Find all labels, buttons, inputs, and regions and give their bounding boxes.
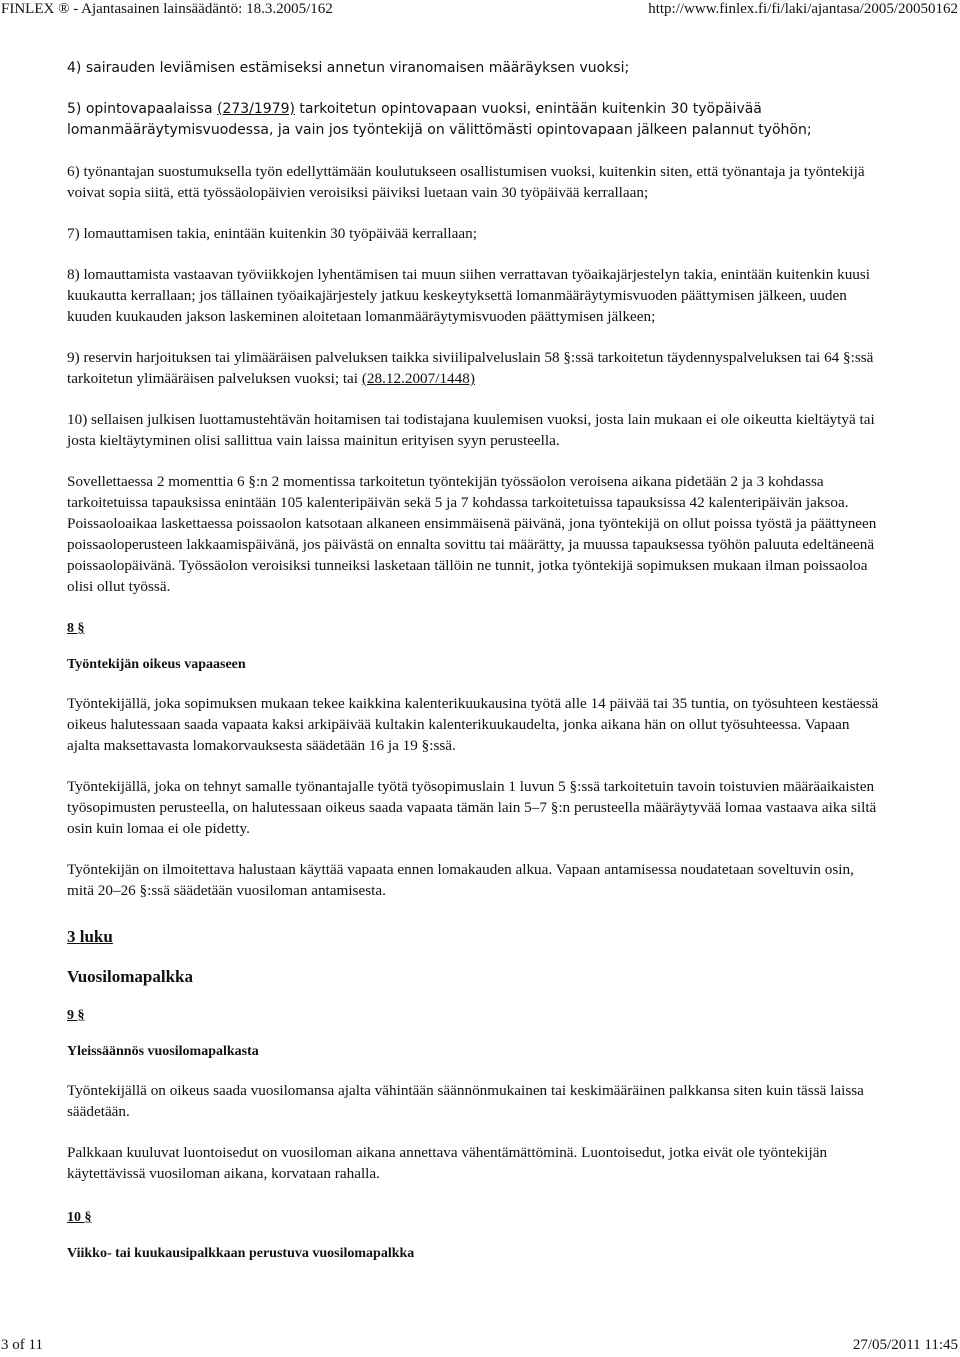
header-url: http://www.finlex.fi/fi/laki/ajantasa/2005/20050162 — [648, 1, 958, 17]
chapter-3-title: Vuosilomapalkka — [67, 967, 193, 986]
list-item-4: 4) sairauden leviämisen estämiseksi annetun viranomaisen määräyksen vuoksi; — [67, 60, 630, 76]
section-8-number[interactable]: 8 § — [67, 621, 85, 636]
document-body — [67, 58, 882, 1282]
section-10-title: Viikko- tai kuukausipalkkaan perustuva vuosilomapalkka — [67, 1246, 415, 1261]
paragraph-sovellettaessa: Sovellettaessa 2 momenttia 6 §:n 2 momentissa tarkoitetun työntekijän työssäolon veroisena aikana pidetään 2 ja 3 kohdassa tarkoitetuissa tapauksissa enintään 105 kalenteripäivän sekä 5 ja 7 kohdassa tarkoitetuissa tapauksissa 42 kalenteripäivän jaksoa. Poissaoloaikaa laskettaessa poissaolon katsotaan alkaneen ensimmäisenä päivänä, jona työntekijä on ollut poissa työstä ja päättyneen poissaoloperusteen lakkaamispäivänä, jos päivästä on ennalta sovittu tai määrätty, ja muussa tapauksessa työhön paluuta edeltäneenä poissaolopäivänä. Työssäolon veroisiksi tunneiksi lasketaan tällöin ne tunnit, jotka työntekijä sopimuksen mukaan ilman poissaoloa olisi ollut työssä. — [67, 473, 877, 595]
law-reference-link[interactable]: (273/1979) — [216, 101, 295, 117]
amendment-link[interactable]: (28.12.2007/1448) — [361, 370, 475, 387]
section-9-number[interactable]: 9 § — [67, 1008, 85, 1023]
section-9-title: Yleissäännös vuosilomapalkasta — [67, 1044, 259, 1059]
section-8-title: Työntekijän oikeus vapaaseen — [67, 657, 246, 672]
list-item-5: 5) opintovapaalaissa (273/1979) tarkoitetun opintovapaan vuoksi, enintään kuitenkin 30 työpäivää lomanmääräytymisvuodessa, ja vain jos työntekijä on välittömästi opintovapaan jälkeen palannut työhön; — [67, 101, 812, 138]
list-item-7: 7) lomauttamisen takia, enintään kuitenkin 30 työpäivää kerrallaan; — [67, 225, 477, 242]
section-8-paragraph-3: Työntekijän on ilmoitettava halustaan käyttää vapaata ennen lomakauden alkua. Vapaan antamisessa noudatetaan soveltuvin osin, mitä 20–26 §:ssä säädetään vuosiloman antamisesta. — [67, 861, 854, 899]
list-item-10: 10) sellaisen julkisen luottamustehtävän hoitamisen tai todistajana kuulemisen vuoksi, josta lain mukaan ei ole oikeutta kieltäytyä tai josta kieltäytyminen olisi sallittua vain laissa mainitun erityisen syyn perusteella. — [67, 411, 875, 449]
section-8-paragraph-1: Työntekijällä, joka sopimuksen mukaan tekee kaikkina kalenterikuukausina työtä alle 14 päivää tai 35 tuntia, on työsuhteen kestäessä oikeus halutessaan saada vapaata kaksi arkipäivää kultakin kalenterikuukaudelta, jonka aikana hän on ollut työsuhteessa. Vapaan ajalta maksettavasta lomakorvauksesta säädetään 16 ja 19 §:ssä. — [67, 695, 879, 754]
section-9-paragraph-2: Palkkaan kuuluvat luontoisedut on vuosiloman aikana annettava vähentämättöminä. Luontoisedut, jotka eivät ole työntekijän käytettävissä vuosiloman aikana, korvataan rahalla. — [67, 1144, 828, 1182]
section-9-paragraph-1: Työntekijällä on oikeus saada vuosilomansa ajalta vähintään säännönmukainen tai keskimääräinen palkkansa siten kuin tässä laissa säädetään. — [67, 1082, 864, 1120]
footer-page-count: 3 of 11 — [1, 1337, 43, 1353]
footer-timestamp: 27/05/2011 11:45 — [852, 1337, 958, 1353]
list-item-8: 8) lomauttamista vastaavan työviikkojen lyhentämisen tai muun siihen verrattavan työaikajärjestelyn takia, enintään kuitenkin kuusi kuukautta kerrallaan; jos tällainen työaikajärjestely jatkuu keskeytyksettä lomanmääräytymisvuoden päättymisen jälkeen, uuden kuuden kuukauden jakson laskeminen aloitetaan lomanmääräytymisvuoden päättymisen jälkeen; — [67, 266, 871, 325]
chapter-3-number[interactable]: 3 luku — [67, 927, 113, 946]
header-page-title: FINLEX ® - Ajantasainen lainsäädäntö: 18.3.2005/162 — [1, 1, 333, 17]
section-10-number[interactable]: 10 § — [67, 1210, 92, 1225]
list-item-9: 9) reservin harjoituksen tai ylimääräisen palveluksen taikka siviilipalveluslain 58 §:ssä tarkoitetun täydennyspalveluksen tai 64 §:ssä tarkoitetun ylimääräisen palveluksen vuoksi; tai (28.12.2007/1448) — [67, 349, 874, 387]
print-header — [0, 0, 960, 18]
list-item-6: 6) työnantajan suostumuksella työn edellyttämään koulutukseen osallistumisen vuoksi, kuitenkin siten, että työnantaja ja työntekijä voivat sopia siitä, että työssäolopäivien veroisiksi päiviksi luetaan vain 30 työpäivää kerrallaan; — [67, 163, 865, 201]
section-8-paragraph-2: Työntekijällä, joka on tehnyt samalle työnantajalle työtä työsopimuslain 1 luvun 5 §:ssä tarkoitetuin tavoin toistuvien määräaikaisten työsopimusten perusteella, on halutessaan oikeus saada vapaata tämän lain 5–7 §:n perusteella määräytyvää lomaa vastaava aika siltä osin kuin lomaa ei ole pidetty. — [67, 778, 877, 837]
print-footer — [0, 1336, 960, 1354]
